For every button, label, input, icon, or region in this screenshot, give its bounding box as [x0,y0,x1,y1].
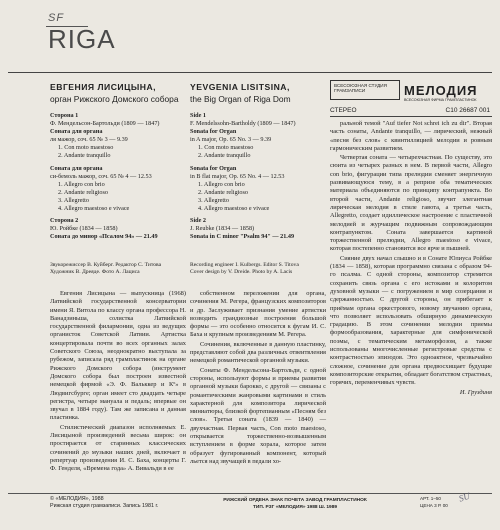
essay-paragraph: Сочинения, включенные в данную пластинку, представляют собой два различных отвеитвления немецкой романтической органной музыки. [190,340,326,365]
track-line: J. Reubke (1834 — 1858) [190,225,255,233]
stereo-line [330,107,490,114]
track-line: ля мажор, соч. 65 № 3 — 9.39 [50,136,128,144]
track-line: 2. Andante religioso [198,188,249,196]
track-line: Соната для органа [50,128,103,136]
track-line: Ф. Мендельсон-Бартольди (1809 — 1847) [50,120,160,128]
track-line: in A major, Op. 65 No. 3 — 9.39 [190,136,272,144]
handwritten-stamp: SU [457,490,472,504]
track-line: Сторона 2 [50,217,79,225]
essay-paragraph: Евгения Лисицына — выпускница (1968) Латвийской государственной консерватории имени Я. Витола по классу органа профессора Н. Ванадзиньша, солистка Латвийской государственной филармонии, одна из ведущих органисток Советской Латвии. Артистка концертировала почти во всех органных залах Советского Союза, неоднократно выступала за рубежом, записала ряд грампластинок на органе Рижского Домского собора (инструмент Домского собора был построен известной немецкой фирмой «Э. Ф. Вальккер и Кº» в Людвигсбурге; орган имеет сто двадцать четыре регистра, четыре мануала и педаль; впервые он звучал в 1884 году). Там же записана и данная пластинка. [50,290,186,422]
track-line: Соната для органа [50,164,103,172]
track-line: 4. Allegro maestoso e vivace [58,205,130,213]
melodia-brand: МЕЛОДИЯ [404,83,478,98]
track-line: 2. Andante religioso [58,188,109,196]
track-line: F. Mendelssohn-Bartholdy (1809 — 1847) [190,120,296,128]
track-line: 1. Con moto maestoso [198,144,254,152]
top-divider [8,72,492,73]
track-line: си-бемоль мажор, соч. 65 № 4 — 12.53 [50,172,152,180]
track-line: Ю. Ройбке (1834 — 1858) [50,225,118,233]
melodia-brand-small: ВСЕСОЮЗНАЯ ФИРМА ГРАМПЛАСТИНОК [404,98,477,102]
catalog-number: С10 26687 001 [445,107,490,114]
track-line: Sonata for Organ [190,164,237,172]
track-line: Sonata for Organ [190,128,237,136]
essay-paragraph: собственном переложении для органа, сочинения М. Регера, французских композиторов и др. Заслуживает признания умение артистки возводить грандиозные построения большой формы — это особенно относится к фугам И. С. Баха и крупным произведениям М. Регера. [190,290,326,339]
track-line: Side 1 [190,112,206,119]
label-small: ВСЕСОЮЗНАЯ СТУДИЯ ГРАМЗАПИСИ [334,83,387,93]
logo-sf: SF [48,12,65,24]
ru-subtitle: орган Рижского Домского собора [50,94,179,104]
en-credits: Recording engineer I. Kulbergs. Editor S. Titova Cover design by V. Dreide. Photo by A. Lacis [190,262,299,275]
track-line: Sonata in C minor "Psalm 94" — 21.49 [190,233,295,241]
en-artist: YEVGENIA LISITSINA, [190,82,290,92]
footer-price: АРТ. 1–50 ЦЕНА 3 Р. 00 [420,496,448,508]
stereo-label: СТЕРЕО [330,107,357,114]
footer-copyright: © «МЕЛОДИЯ», 1988 Рижская студия грамзаписи. Запись 1981 г. [50,496,159,509]
essay-paragraph: Четвертая соната — четырехчастная. По существу, это сюита из четырех разных в нем. В первой части, Allegro con brio, фигурации типа прелюдии сменяет энергичную развивающуюся тему, в а репризе оба тематических материала объединяются по принципу контрапункта. Во второй части, Andante religioso, звучит элегантная лирическая мелодия в стиле гавота, а третья часть, Allegretto, создает идиллическое настроение с пластичной мелодией и журчащим подвижным сопровождающим контрапунктом. Соната завершается картиной торжественной прелюдии, Allegro maestoso e vivace, которая постепенно становится все ярче и пышней. [330,154,492,253]
essay-paragraph: Сонаты Ф. Мендельсона-Бартольди, с одной стороны, используют формы и приемы развития органной музыки барокко, с другой — связаны с романтическими жанровыми картинами в стиль характерной для композитора лирической миниатюры, близкой фортепианным «Песням без слов». Третья соната (1839 — 1840) — двухчастная. Первая часть, Con moto maestoso, открывается торжественно-возвышенным вступлением в форме хорала, которое затем образует фугированный компонент, который льется над звучащей в педали хо- [190,366,326,465]
ru-credits: Звукорежиссер В. Куйберг. Редактор С. Титова Художник В. Дреяде. Фото А. Лациса [50,262,162,275]
track-line: 1. Allegro con brio [58,180,105,188]
essay-signature: И. Груздиня [459,388,492,396]
essay-column-1 [50,290,186,475]
track-line: 2. Andante tranquillo [58,152,111,160]
ru-header [50,82,178,105]
track-line: 4. Allegro maestoso e vivace [198,205,270,213]
track-line: Сторона 1 [50,112,79,119]
track-line: Соната до минор «Псалом 94» — 21.49 [50,233,158,241]
melodia-label [330,80,490,104]
en-tracklist [190,112,325,241]
ru-artist: ЕВГЕНИЯ ЛИСИЦЫНА, [50,82,157,92]
logo-riga: RIGA [48,24,116,54]
track-line: 1. Con moto maestoso [58,144,114,152]
ru-tracklist [50,112,185,241]
essay-paragraph: Стилистический диапазон исполняемых Е. Лисицыной произведений весьма широк: он простирается от старинных классических сочинений до музыки наших дней, включает в репертуар произведения И. С. Баха, концерты Г. Ф. Генделя, «Времена года» А. Вивальди в ее [50,423,186,473]
track-line: 3. Allegretto [58,196,89,204]
essay-paragraph: Сияние двух начал слышно и в Сонате Юлиуса Ройбке (1834 — 1858), которая программно связана с образом 94-го псалма. С одной стороны, композитор стремится сохранить связь органа с его истоками и колоритом духовной музыки — с погружением в мир созерцания и сдержанностью. С другой стороны, он прибегает к приёмам органа оркестрового, новому звучанию органа, что позволяет использовать обширную динамическую градацию. В этом сочинении мелодии приемы формообразования, характерные для симфонической поэмы, с тематическим метаморфозом, а также использованы многочисленные регистровые средства с контрастностью эпизодов. Это одноактное, чрезвычайно сложное, сочинение для органа предвосхищает будущие композиторские открытия, обладает богатством страстных, горячих, переменчивых чувств. [330,254,492,387]
label-divider [330,116,492,117]
essay-paragraph: ральной темой "Auf tiefer Not schrei ich zu dir". Вторая часть сонаты, Andante tranquillo, — лирический, нежный «песня без слов» с квинтилляцией мелодии и ровным гармоническим развитием. [330,120,492,152]
track-line: in B flat major, Op. 65 No. 4 — 12.53 [190,172,285,180]
en-header [190,82,291,105]
essay-column-2 [190,290,326,467]
essay-column-3 [330,120,492,397]
track-line: Side 2 [190,217,206,225]
track-line: 3. Allegretto [198,196,229,204]
track-line: 2. Andante tranquillo [198,152,251,160]
track-line: 1. Allegro con brio [198,180,245,188]
label-box [330,80,400,100]
en-subtitle: the Big Organ of Riga Dom [190,94,291,104]
riga-logo [46,12,116,72]
bottom-divider [8,493,492,494]
footer-plant: РИЖСКИЙ ОРДЕНА ЗНАК ПОЧЕТА ЗАВОД ГРАМПЛАСТИНОК ТИП. РЗГ «МЕЛОДИЯ» 1988 Ш. 1989 [223,498,367,510]
